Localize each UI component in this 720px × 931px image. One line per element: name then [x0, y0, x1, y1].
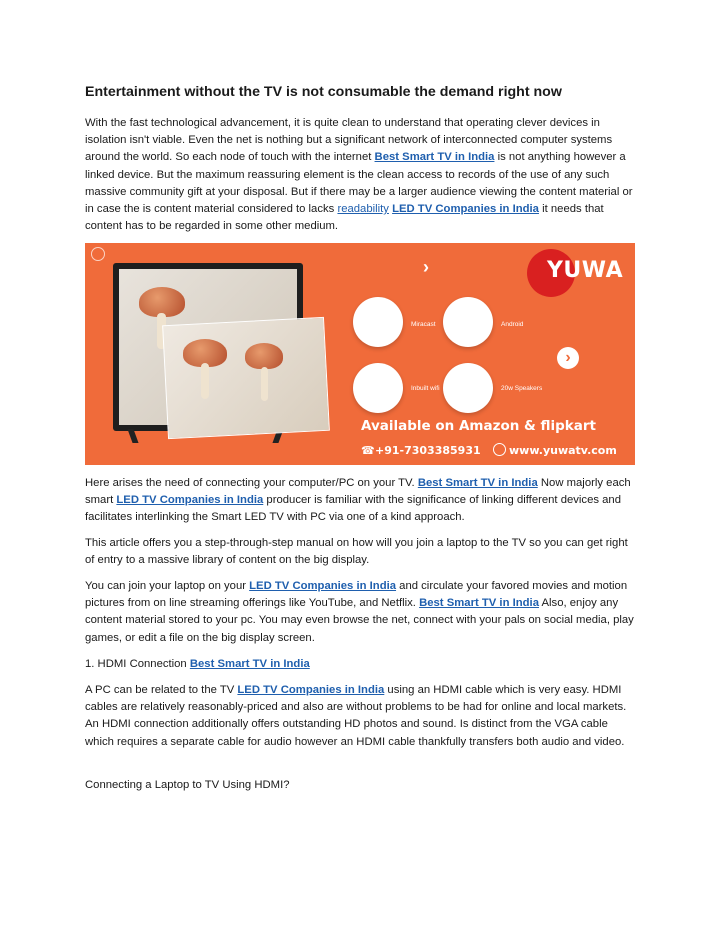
link-led-tv-companies[interactable]: LED TV Companies in India [392, 203, 539, 216]
paragraph-join [85, 578, 637, 647]
wifi-icon [353, 363, 403, 413]
feature-label: 20w Speakers [501, 385, 543, 392]
mushroom-stem [261, 367, 268, 401]
chevron-right-icon: › [423, 257, 429, 277]
link-readability[interactable]: readability [337, 203, 389, 216]
link-led-tv-companies[interactable]: LED TV Companies in India [116, 494, 264, 507]
paragraph-need [85, 475, 637, 527]
join-text-a: You can join your laptop on your [85, 580, 250, 592]
link-best-smart-tv[interactable]: Best Smart TV in India [419, 597, 539, 610]
paragraph-hdmi [85, 682, 637, 751]
link-led-tv-companies[interactable]: LED TV Companies in India [237, 684, 385, 696]
paragraph-intro [85, 115, 637, 235]
section-hdmi-heading [85, 656, 637, 673]
feature-label: Miracast [411, 321, 436, 328]
mushroom-cap [245, 343, 283, 369]
globe-icon [493, 443, 506, 456]
paragraph-manual: This article offers you a step-through-step manual on how will you join a laptop to the TV so you can get right of entry to a massive library of content on the big display. [85, 537, 628, 567]
photo-inset [162, 317, 330, 439]
need-text-c: producer is familiar with the significance of linking different devices and facilitates interlinking the Smart LED TV with PC via one of a kind approach. [85, 494, 621, 524]
link-best-smart-tv[interactable]: Best Smart TV in India [374, 151, 495, 164]
android-icon [443, 297, 493, 347]
phone-icon: ☎ [361, 445, 375, 457]
hdmi-heading-text: 1. HDMI Connection [85, 658, 190, 670]
join-text-c: Also, enjoy any content material stored to your pc. You may even browse the net, connect with your pals on social media, play games, or edit a file on the big display screen. [85, 597, 634, 644]
brand-name: YUWA [547, 258, 624, 283]
hdmi-text-b: using an HDMI cable which is very easy. HDMI cables are relatively reasonably-priced and also are without problems to be had for online and local markets. An HDMI connection additionally offers outstanding HD photos and sound. Is distinct from the VGA cable which requires a separate cable for audio however an HDMI cable thankfully transfers both audio and video. [85, 684, 627, 748]
swirl-icon [91, 247, 105, 261]
feature-label: Inbuilt wifi [411, 385, 440, 392]
link-best-smart-tv[interactable]: Best Smart TV in India [189, 658, 310, 670]
need-text-a: Here arises the need of connecting your computer/PC on your TV. [85, 477, 418, 489]
intro-text-a: With the fast technological advancement, it is quite clean to understand that operating clever devices in isolation isn't viable. Even the net is nothing but a significant network of interconnected computer systems around the world. So each node of touch with the internet [85, 117, 613, 164]
website-url: www.yuwatv.com [509, 444, 617, 457]
miracast-icon [353, 297, 403, 347]
tv-leg [127, 429, 138, 443]
article-heading: Entertainment without the TV is not consumable the demand right now [85, 84, 562, 100]
paragraph-connecting: Connecting a Laptop to TV Using HDMI? [85, 779, 290, 791]
hdmi-text-a: A PC can be related to the TV [85, 684, 238, 696]
need-text-b: Now majorly each smart [85, 477, 631, 507]
intro-text-d: it needs that content has to be regarded in some other medium. [85, 203, 604, 233]
speaker-icon [443, 363, 493, 413]
chevron-circle-icon: › [557, 347, 579, 369]
intro-text-b: is not anything however a linked device. But the maximum reassuring element is the clean access to records of the use of any such massive community gift at your disposal. But if there may be a larger audience viewing the content material or in case the is content material considered to lacks [85, 151, 633, 216]
yuwa-banner-image [85, 243, 635, 465]
mushroom-stem [201, 363, 209, 399]
availability-text: Available on Amazon & flipkart [361, 418, 597, 434]
link-led-tv-companies[interactable]: LED TV Companies in India [249, 580, 397, 592]
link-best-smart-tv[interactable]: Best Smart TV in India [417, 477, 538, 489]
phone-number: +91-7303385931 [375, 444, 481, 457]
join-text-b: and circulate your favored movies and motion pictures from on line streaming offerings like YouTube, and Netflix. [85, 580, 628, 610]
feature-label: Android [501, 321, 524, 328]
